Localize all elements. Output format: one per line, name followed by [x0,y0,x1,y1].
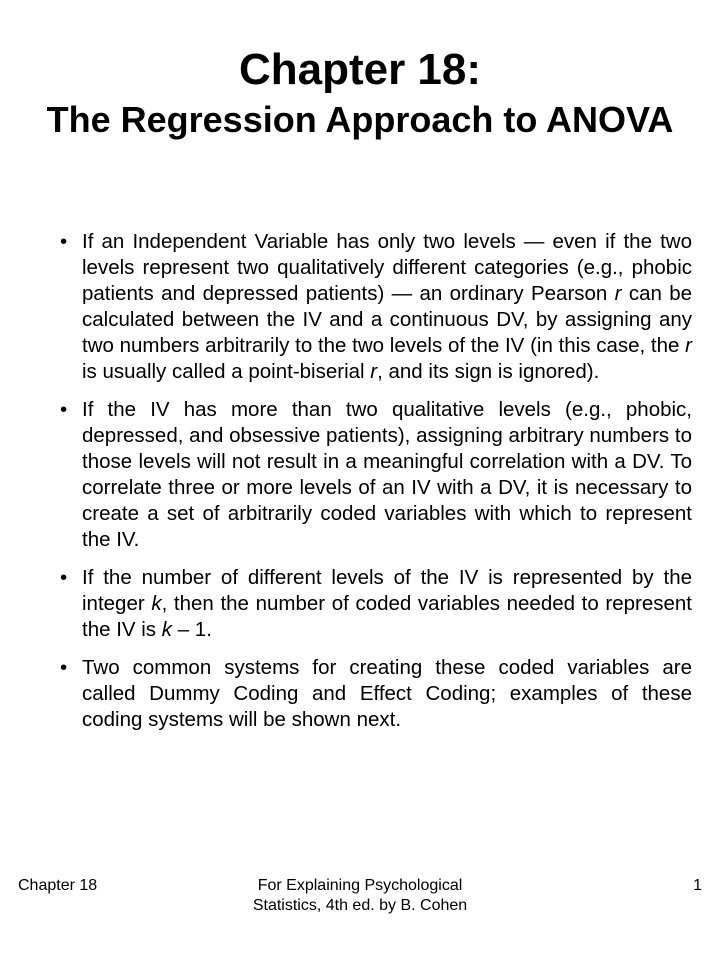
bullet-item [60,655,692,733]
footer-chapter: Chapter 18 [18,877,98,894]
italic-term: k [161,618,173,641]
bullet-text [82,566,692,641]
bullet-text [82,398,692,551]
text-run: If the IV has more than two qualitative levels (e.g., phobic, depressed, and obsessive patients), assigning arbitrary numbers to those levels will not result in a meaningful correlation with a DV. To correlate three or more levels of an IV with a DV, it is necessary to create a set of arbitrarily coded variables with which to represent the IV. [82,398,692,551]
text-run: Two common systems for creating these coded variables are called Dummy Coding and Effect Coding; examples of these coding systems will be shown next. [82,656,692,731]
text-run: , and its sign is ignored). [377,360,600,383]
italic-term: r [370,360,378,383]
bullet-text [82,230,692,383]
footer-page-number: 1 [693,877,702,894]
bullet-dot-icon: • [60,566,68,589]
text-run: , then the number of coded variables needed to represent the IV is [82,592,692,641]
bullet-dot-icon: • [60,398,68,421]
italic-term: r [614,282,622,305]
bullet-item [60,565,692,643]
text-run: If the number of different levels of the IV is represented by the integer [82,566,692,615]
text-run: can be calculated between the IV and a continuous DV, by assigning any two numbers arbitrarily to the two levels of the IV (in this case, the [82,282,692,357]
title-sub: The Regression Approach to ANOVA [46,99,674,140]
bullet-item [60,229,692,385]
text-run: – 1. [172,618,212,641]
bullet-dot-icon: • [60,656,68,679]
bullet-item [60,397,692,553]
footer-citation: For Explaining Psychological Statistics, 4th ed. by B. Cohen [252,877,468,914]
bullet-dot-icon: • [60,230,68,253]
title-main: Chapter 18: [238,45,482,94]
italic-term: k [151,592,162,615]
bullet-text [82,656,692,731]
bullet-list [60,229,692,733]
italic-term: r [685,334,692,357]
text-run: If an Independent Variable has only two levels — even if the two levels represent two qualitatively different categories (e.g., phobic patients and depressed patients) — an ordinary Pearson [82,230,692,305]
text-run: is usually called a point-biserial [82,360,371,383]
slide-title [40,44,680,144]
